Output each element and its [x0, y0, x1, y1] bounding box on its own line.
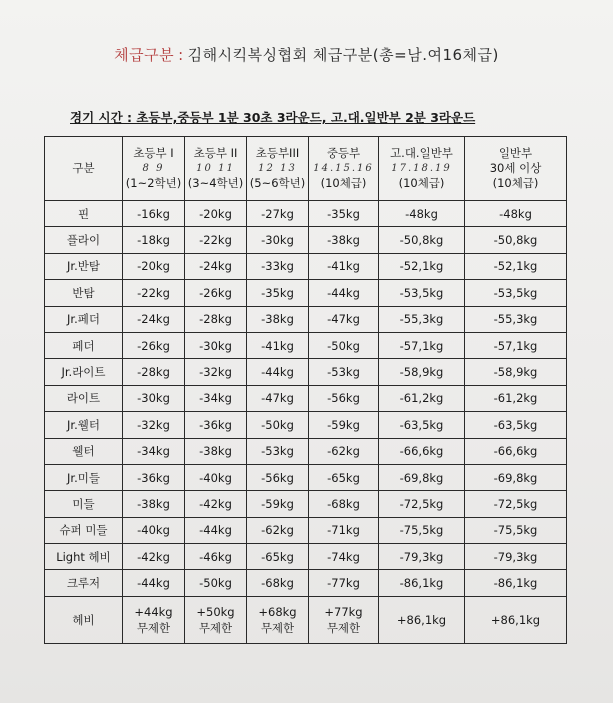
weight-limit-cell: -62kg: [309, 438, 379, 464]
weight-limit-cell: -38kg: [309, 227, 379, 253]
weight-limit-cell: -22kg: [185, 227, 247, 253]
weight-limit-cell: -72,5kg: [465, 491, 567, 517]
weight-limit-cell: -53kg: [247, 438, 309, 464]
weight-class-name: Light 헤비: [45, 544, 123, 570]
weight-limit-cell: -42kg: [185, 491, 247, 517]
weight-limit-cell: -26kg: [123, 332, 185, 358]
weight-limit-cell: -71kg: [309, 517, 379, 543]
weight-limit-cell: -32kg: [185, 359, 247, 385]
header-cell-general-30plus: [465, 137, 567, 201]
weight-limit-note: 무제한: [198, 620, 233, 635]
weight-limit-cell: -35kg: [309, 201, 379, 227]
weight-limit-cell: -34kg: [185, 385, 247, 411]
weight-limit-cell: -63,5kg: [379, 412, 465, 438]
table-row: [45, 438, 567, 464]
weight-limit-value: +86,1kg: [490, 612, 541, 627]
weight-limit-cell: -65kg: [247, 544, 309, 570]
weight-limit-cell: -27kg: [247, 201, 309, 227]
weight-class-name: 플라이: [45, 227, 123, 253]
weight-class-name: Jr.웰터: [45, 412, 123, 438]
weight-limit-cell: -41kg: [247, 332, 309, 358]
match-time-note: [70, 108, 475, 126]
table-header-row: [45, 137, 567, 201]
weight-class-name: 라이트: [45, 385, 123, 411]
weight-limit-cell: -18kg: [123, 227, 185, 253]
weight-limit-cell: -30kg: [185, 332, 247, 358]
weight-limit-cell: -86,1kg: [465, 570, 567, 596]
weight-limit-cell: -68kg: [309, 491, 379, 517]
table-row: [45, 253, 567, 279]
weight-limit-cell: -86,1kg: [379, 570, 465, 596]
weight-limit-note: 무제한: [260, 620, 295, 635]
weight-limit-cell: -56kg: [247, 464, 309, 490]
table-row: [45, 201, 567, 227]
weight-limit-value: +50kg: [196, 604, 235, 619]
weight-class-name: Jr.미들: [45, 464, 123, 490]
weight-limit-cell: -59kg: [247, 491, 309, 517]
table-row: [45, 385, 567, 411]
weight-limit-cell: -56kg: [309, 385, 379, 411]
weight-limit-cell: [247, 596, 309, 643]
weight-limit-cell: -47kg: [309, 306, 379, 332]
weight-limit-cell: -75,5kg: [465, 517, 567, 543]
header-handwritten-note: 10 11: [196, 163, 235, 174]
table-row: [45, 412, 567, 438]
header-sub: (5~6학년): [249, 176, 306, 190]
weight-class-name: 미들: [45, 491, 123, 517]
weight-limit-cell: -32kg: [123, 412, 185, 438]
header-cell-category: [45, 137, 123, 201]
weight-limit-cell: -55,3kg: [465, 306, 567, 332]
weight-limit-value: +68kg: [258, 604, 297, 619]
weight-limit-value: +44kg: [134, 604, 173, 619]
weight-limit-cell: -16kg: [123, 201, 185, 227]
weight-class-name: Jr.페더: [45, 306, 123, 332]
match-time-text: 경기 시간 : 초등부,중등부 1분 30초 3라운드, 고.대.일반부 2분 3라운드: [70, 110, 476, 125]
weight-limit-cell: -61,2kg: [379, 385, 465, 411]
weight-limit-cell: -50kg: [247, 412, 309, 438]
weight-limit-cell: -26kg: [185, 280, 247, 306]
weight-limit-cell: -59kg: [309, 412, 379, 438]
weight-limit-cell: -30kg: [247, 227, 309, 253]
header-handwritten-note: 8 9: [142, 163, 165, 174]
weight-limit-cell: -40kg: [185, 464, 247, 490]
weight-limit-cell: -68kg: [247, 570, 309, 596]
weight-limit-cell: -69,8kg: [465, 464, 567, 490]
weight-limit-value: +77kg: [324, 604, 363, 619]
header-title: 고.대.일반부: [390, 146, 453, 160]
table-row: [45, 491, 567, 517]
weight-limit-cell: -24kg: [123, 306, 185, 332]
weight-limit-cell: -50,8kg: [465, 227, 567, 253]
weight-limit-cell: -38kg: [185, 438, 247, 464]
table-row-heavy: [45, 596, 567, 643]
header-handwritten-note: 17.18.19: [391, 163, 452, 174]
weight-limit-cell: -79,3kg: [465, 544, 567, 570]
weight-limit-cell: -24kg: [185, 253, 247, 279]
weight-limit-value: +86,1kg: [396, 612, 447, 627]
header-title: 구분: [72, 161, 95, 175]
weight-limit-cell: -35kg: [247, 280, 309, 306]
weight-limit-cell: -38kg: [247, 306, 309, 332]
header-handwritten-note: 14.15.16: [313, 163, 374, 174]
header-cell-high-univ-general: [379, 137, 465, 201]
weight-class-name: 크루저: [45, 570, 123, 596]
weight-limit-cell: -20kg: [123, 253, 185, 279]
table-row: [45, 306, 567, 332]
weight-limit-cell: -65kg: [309, 464, 379, 490]
weight-limit-cell: -42kg: [123, 544, 185, 570]
header-cell-middle: [309, 137, 379, 201]
header-title: 일반부: [498, 146, 533, 160]
table-row: [45, 280, 567, 306]
weight-limit-cell: -38kg: [123, 491, 185, 517]
table-row: [45, 227, 567, 253]
table-row: [45, 570, 567, 596]
header-title: 초등부III: [255, 146, 300, 160]
weight-limit-cell: -46kg: [185, 544, 247, 570]
weight-class-name: 페더: [45, 332, 123, 358]
table-body: [45, 201, 567, 644]
weight-limit-cell: -33kg: [247, 253, 309, 279]
weight-limit-cell: -36kg: [123, 464, 185, 490]
document-title: [0, 44, 613, 65]
weight-limit-cell: -53kg: [309, 359, 379, 385]
weight-limit-cell: -50kg: [309, 332, 379, 358]
weight-limit-cell: [123, 596, 185, 643]
weight-limit-cell: -28kg: [185, 306, 247, 332]
weight-class-name: 슈퍼 미들: [45, 517, 123, 543]
weight-limit-cell: -66,6kg: [379, 438, 465, 464]
weight-class-name: 핀: [45, 201, 123, 227]
weight-limit-cell: -48kg: [465, 201, 567, 227]
table-row: [45, 544, 567, 570]
weight-limit-cell: [309, 596, 379, 643]
table-row: [45, 359, 567, 385]
title-separator: :: [178, 46, 184, 64]
weight-class-name: 웰터: [45, 438, 123, 464]
weight-limit-cell: -44kg: [123, 570, 185, 596]
weight-limit-cell: -52,1kg: [379, 253, 465, 279]
weight-limit-cell: -74kg: [309, 544, 379, 570]
weight-limit-cell: -55,3kg: [379, 306, 465, 332]
weight-limit-cell: -75,5kg: [379, 517, 465, 543]
weight-limit-cell: -22kg: [123, 280, 185, 306]
weight-limit-cell: -57,1kg: [379, 332, 465, 358]
table-row: [45, 517, 567, 543]
weight-limit-cell: [465, 596, 567, 643]
header-sub: (10체급): [320, 176, 367, 190]
weight-limit-cell: -53,5kg: [465, 280, 567, 306]
table-row: [45, 332, 567, 358]
weight-class-name: Jr.반탐: [45, 253, 123, 279]
weight-class-table: [44, 136, 567, 644]
weight-limit-note: 무제한: [136, 620, 171, 635]
header-sub: (3~4학년): [187, 176, 244, 190]
header-title: 초등부 II: [193, 146, 238, 160]
weight-limit-cell: -28kg: [123, 359, 185, 385]
header-cell-elem3: [247, 137, 309, 201]
weight-limit-cell: -58,9kg: [379, 359, 465, 385]
weight-limit-cell: -66,6kg: [465, 438, 567, 464]
header-sub: (1~2학년): [125, 176, 182, 190]
weight-class-name: 반탐: [45, 280, 123, 306]
weight-limit-cell: -77kg: [309, 570, 379, 596]
weight-limit-cell: -57,1kg: [465, 332, 567, 358]
weight-limit-cell: -44kg: [247, 359, 309, 385]
weight-limit-cell: -52,1kg: [465, 253, 567, 279]
weight-limit-cell: -41kg: [309, 253, 379, 279]
weight-limit-cell: -36kg: [185, 412, 247, 438]
weight-limit-cell: -69,8kg: [379, 464, 465, 490]
header-title: 중등부: [326, 146, 361, 160]
weight-limit-note: 무제한: [326, 620, 361, 635]
weight-class-name: Jr.라이트: [45, 359, 123, 385]
header-sub2: (10체급): [492, 176, 539, 190]
weight-limit-cell: -79,3kg: [379, 544, 465, 570]
weight-limit-cell: -62kg: [247, 517, 309, 543]
header-sub: (10체급): [398, 176, 445, 190]
weight-limit-cell: -63,5kg: [465, 412, 567, 438]
weight-limit-cell: -47kg: [247, 385, 309, 411]
table-row: [45, 464, 567, 490]
weight-limit-cell: [379, 596, 465, 643]
weight-limit-cell: -50kg: [185, 570, 247, 596]
weight-limit-cell: -48kg: [379, 201, 465, 227]
weight-limit-cell: -20kg: [185, 201, 247, 227]
weight-limit-cell: -44kg: [185, 517, 247, 543]
weight-limit-cell: -61,2kg: [465, 385, 567, 411]
weight-limit-cell: -50,8kg: [379, 227, 465, 253]
weight-limit-cell: -40kg: [123, 517, 185, 543]
weight-limit-cell: -44kg: [309, 280, 379, 306]
weight-limit-cell: -34kg: [123, 438, 185, 464]
weight-limit-cell: -30kg: [123, 385, 185, 411]
header-sub: 30세 이상: [489, 161, 542, 175]
weight-limit-cell: -72,5kg: [379, 491, 465, 517]
header-cell-elem1: [123, 137, 185, 201]
weight-limit-cell: -53,5kg: [379, 280, 465, 306]
header-cell-elem2: [185, 137, 247, 201]
weight-limit-cell: -58,9kg: [465, 359, 567, 385]
title-label: 체급구분: [114, 46, 175, 64]
header-handwritten-note: 12 13: [258, 163, 297, 174]
title-main: 김해시킥복싱협회 체급구분(총=남.여16체급): [187, 46, 499, 64]
weight-limit-cell: [185, 596, 247, 643]
weight-class-name: 헤비: [45, 596, 123, 643]
header-title: 초등부 I: [133, 146, 174, 160]
